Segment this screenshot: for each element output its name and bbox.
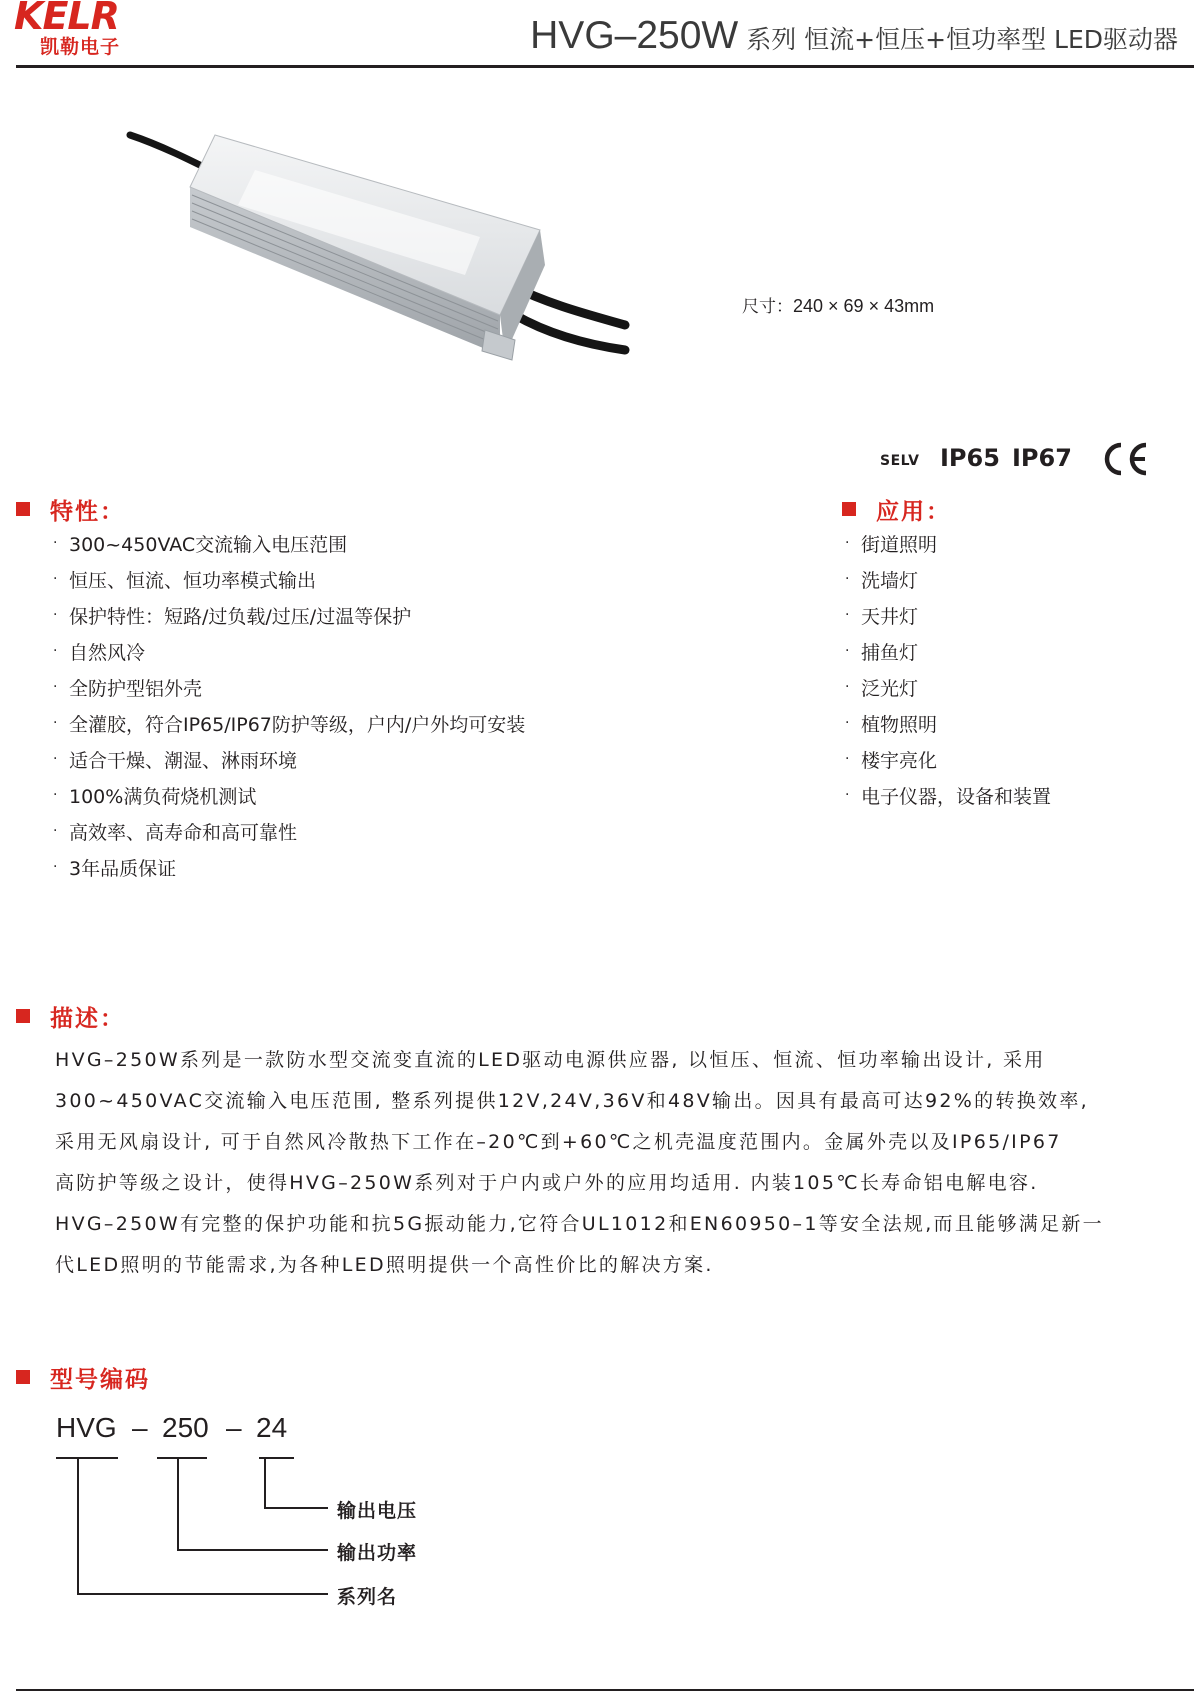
code-series: HVG [56,1412,117,1443]
page-title-subtitle: 系列 恒流+恒压+恒功率型 LED驱动器 [746,25,1178,54]
code-power: 250 [162,1412,209,1443]
feature-item [53,741,525,777]
description-line: 300~450VAC交流输入电压范围, 整系列提供12V,24V,36V和48V输出。因具有最高可达92%的转换效率, [55,1090,1089,1112]
bullet-dot: · [845,787,850,803]
feature-item [53,525,525,561]
features-heading [16,493,216,525]
description-line: HVG–250W有完整的保护功能和抗5G振动能力,它符合UL1012和EN60950–1等安全法规,而且能够满足新一 [55,1213,1104,1235]
model-code-heading [16,1361,216,1393]
applications-heading [842,493,1042,525]
code-label-power: 输出功率 [337,1542,418,1564]
product-dimensions [742,292,934,317]
page-title-model: HVG–250W [530,14,739,57]
application-item-text: 洗墙灯 [861,569,919,592]
feature-item [53,705,525,741]
description-heading-label: 描述： [50,1006,125,1032]
feature-item-text: 高效率、高寿命和高可靠性 [69,821,298,844]
feature-item [53,561,525,597]
application-item-text: 泛光灯 [861,677,919,700]
certification-marks [880,440,1180,480]
bullet-dot: · [53,643,58,659]
features-list [53,525,525,885]
ip65-mark: IP65 [940,444,1000,472]
application-item-text: 电子仪器，设备和装置 [861,785,1052,808]
feature-item-text: 3年品质保证 [69,857,177,880]
connector-series-vertical [77,1457,79,1595]
logo-text-cn: 凯勒电子 [40,36,121,58]
application-item [845,741,1051,777]
application-item-text: 植物照明 [861,713,938,736]
application-item-text: 天井灯 [861,605,919,628]
logo-text-en: KELR [14,0,119,38]
application-item-text: 街道照明 [861,533,938,556]
connector-voltage-horizontal [264,1507,328,1509]
code-label-series: 系列名 [337,1586,398,1608]
bullet-dot: · [53,715,58,731]
application-item-text: 捕鱼灯 [861,641,919,664]
code-label-voltage: 输出电压 [337,1500,418,1522]
code-dash: – [226,1412,242,1443]
application-item [845,597,1051,633]
bullet-dot: · [53,787,58,803]
feature-item-text: 自然风冷 [69,641,146,664]
description-line: 代LED照明的节能需求,为各种LED照明提供一个高性价比的解决方案. [55,1254,714,1276]
application-item [845,561,1051,597]
feature-item-text: 恒压、恒流、恒功率模式输出 [69,569,317,592]
bullet-dot: · [53,679,58,695]
applications-list [845,525,1051,813]
selv-mark: SELV [880,453,920,469]
ce-mark-icon [1100,440,1150,478]
code-underline-power [157,1457,207,1459]
feature-item-text: 适合干燥、潮湿、淋雨环境 [69,749,298,772]
connector-voltage-vertical [264,1457,266,1509]
code-dash: – [132,1412,148,1443]
description-line: HVG–250W系列是一款防水型交流变直流的LED驱动电源供应器, 以恒压、恒流、恒功率输出设计, 采用 [55,1049,1046,1071]
code-underline-series [56,1457,118,1459]
bullet-dot: · [845,679,850,695]
description-heading [16,1000,216,1032]
feature-item-text: 保护特性：短路/过负载/过压/过温等保护 [69,605,412,628]
feature-item [53,849,525,885]
feature-item [53,633,525,669]
application-item [845,633,1051,669]
description-body [55,1040,1165,1286]
bullet-dot: · [845,571,850,587]
header-divider [16,65,1194,68]
feature-item-text: 全灌胶，符合IP65/IP67防护等级，户内/户外均可安装 [69,713,526,736]
section-marker [16,1370,30,1384]
bullet-dot: · [845,751,850,767]
feature-item [53,597,525,633]
section-marker [842,502,856,516]
feature-item-text: 300~450VAC交流输入电压范围 [69,533,348,556]
bullet-dot: · [845,607,850,623]
connector-series-horizontal [77,1593,328,1595]
bullet-dot: · [53,859,58,875]
application-item [845,777,1051,813]
bullet-dot: · [845,643,850,659]
dimension-label: 尺寸： [742,297,793,317]
ip67-mark: IP67 [1012,444,1072,472]
bullet-dot: · [53,571,58,587]
bullet-dot: · [53,751,58,767]
application-item [845,705,1051,741]
features-heading-label: 特性： [50,499,125,525]
footer-divider [16,1689,1194,1691]
page-title [530,14,1178,58]
application-item [845,669,1051,705]
product-photo [120,115,640,395]
bullet-dot: · [845,715,850,731]
feature-item-text: 100%满负荷烧机测试 [69,785,257,808]
feature-item [53,813,525,849]
feature-item [53,669,525,705]
dimension-value: 240 × 69 × 43mm [793,296,935,316]
bullet-dot: · [845,535,850,551]
connector-power-vertical [177,1457,179,1551]
application-item-text: 楼宇亮化 [861,749,938,772]
application-item [845,525,1051,561]
section-marker [16,1009,30,1023]
feature-item-text: 全防护型铝外壳 [69,677,203,700]
bullet-dot: · [53,607,58,623]
code-voltage: 24 [256,1412,288,1443]
applications-heading-label: 应用： [876,499,951,525]
description-line: 高防护等级之设计，使得HVG–250W系列对于户内或户外的应用均适用. 内装105℃长寿命铝电解电容. [55,1172,1039,1194]
model-code-heading-label: 型号编码 [50,1367,150,1393]
connector-power-horizontal [177,1549,328,1551]
section-marker [16,502,30,516]
feature-item [53,777,525,813]
brand-logo [14,0,164,58]
bullet-dot: · [53,535,58,551]
bullet-dot: · [53,823,58,839]
description-line: 采用无风扇设计, 可于自然风冷散热下工作在–20℃到+60℃之机壳温度范围内。金属外壳以及IP65/IP67 [55,1131,1062,1153]
